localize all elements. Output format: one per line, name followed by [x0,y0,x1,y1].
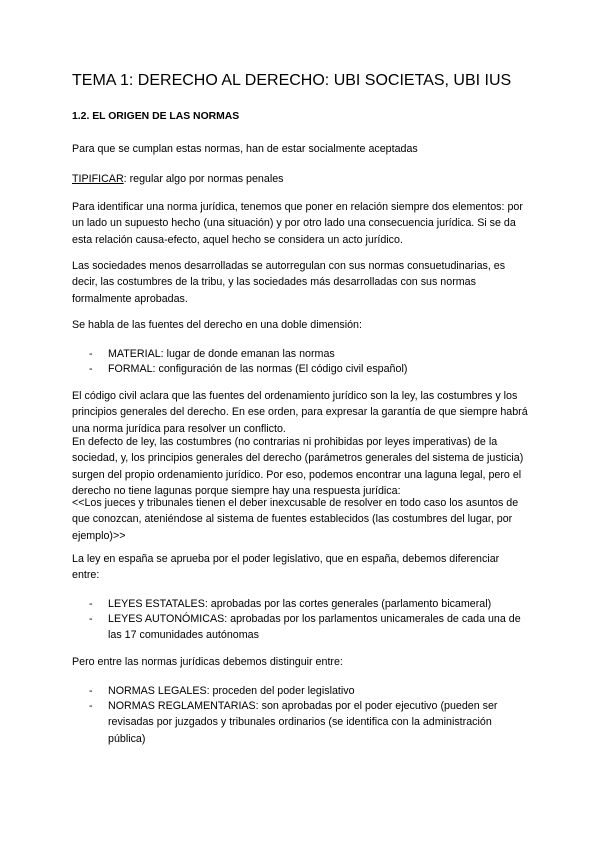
list-item [89,683,529,699]
list-item [89,346,529,362]
list-dash: - [89,613,93,625]
list-item-text: MATERIAL: lugar de donde emanan las normas [108,348,335,360]
paragraph-cita-jueces: <<Los jueces y tribunales tienen el deber inexcusable de resolver en todo caso los asuntos de que conozcan, ateniéndose al sistema de fuentes establecidos (las costumbres del lugar, por ejemplo)>> [72,497,519,542]
section-heading: 1.2. EL ORIGEN DE LAS NORMAS [72,111,240,122]
list-dash: - [89,685,93,697]
paragraph-normas-juridicas: Pero entre las normas jurídicas debemos distinguir entre: [72,656,343,668]
list-item-text: NORMAS LEGALES: proceden del poder legislativo [108,685,355,697]
list-dash: - [89,598,93,610]
list-item-text: LEYES ESTATALES: aprobadas por las cortes generales (parlamento bicameral) [108,598,492,610]
list-item [89,361,529,377]
list-dash: - [89,700,93,712]
list-item-text: FORMAL: configuración de las normas (El código civil español) [108,363,408,375]
list-item-text: NORMAS REGLAMENTARIAS: son aprobadas por el poder ejecutivo (pueden ser revisadas por juzgados y tribunales ordinarios (se identifica con la administración pública) [108,700,498,745]
list-item-text: LEYES AUTONÓMICAS: aprobadas por los parlamentos unicamerales de cada una de las 17 comunidades autónomas [108,613,521,642]
term-tipificar: TIPIFICAR [72,173,124,185]
list-item [89,611,529,644]
list-item [89,698,529,747]
paragraph-fuentes: Se habla de las fuentes del derecho en una doble dimensión: [72,319,362,331]
paragraph-norma-juridica: Para identificar una norma jurídica, tenemos que poner en relación siempre dos elementos: por un lado un supuesto hecho (una situación) y por otro lado una consecuencia jurídica. Si se da esta relación causa-efecto, aquel hecho se considera un acto jurídico. [72,201,523,246]
definition-tipificar: : regular algo por normas penales [123,173,284,185]
paragraph-sociedades: Las sociedades menos desarrolladas se autorregulan con sus normas consuetudinarias, es decir, las costumbres de la tribu, y las sociedades más desarrolladas con sus normas formalmente aprobadas. [72,260,506,305]
paragraph-tipificar [72,171,528,187]
list-dash: - [89,348,93,360]
list-item [89,596,529,612]
paragraph-defecto-ley: En defecto de ley, las costumbres (no contrarias ni prohibidas por leyes imperativas) de la sociedad, y, los principios generales del derecho (parámetros generales del sistema de justicia) surgen del propio ordenamiento jurídico. Por eso, podemos encontrar una laguna legal, pero el derecho no tiene lagunas porque siempre hay una respuesta jurídica: [72,436,524,498]
paragraph-ley-espana: La ley en españa se aprueba por el poder legislativo, que en españa, debemos diferenciar entre: [72,553,500,582]
document-title: TEMA 1: DERECHO AL DERECHO: UBI SOCIETAS, UBI IUS [72,72,512,89]
list-dash: - [89,363,93,375]
paragraph-codigo-civil: El código civil aclara que las fuentes del ordenamiento jurídico son la ley, las costumbres y los principios generales del derecho. En ese orden, para expresar la garantía de que siempre habrá una norma jurídica para resolver un conflicto. [72,390,528,435]
paragraph-aceptacion: Para que se cumplan estas normas, han de estar socialmente aceptadas [72,143,418,155]
